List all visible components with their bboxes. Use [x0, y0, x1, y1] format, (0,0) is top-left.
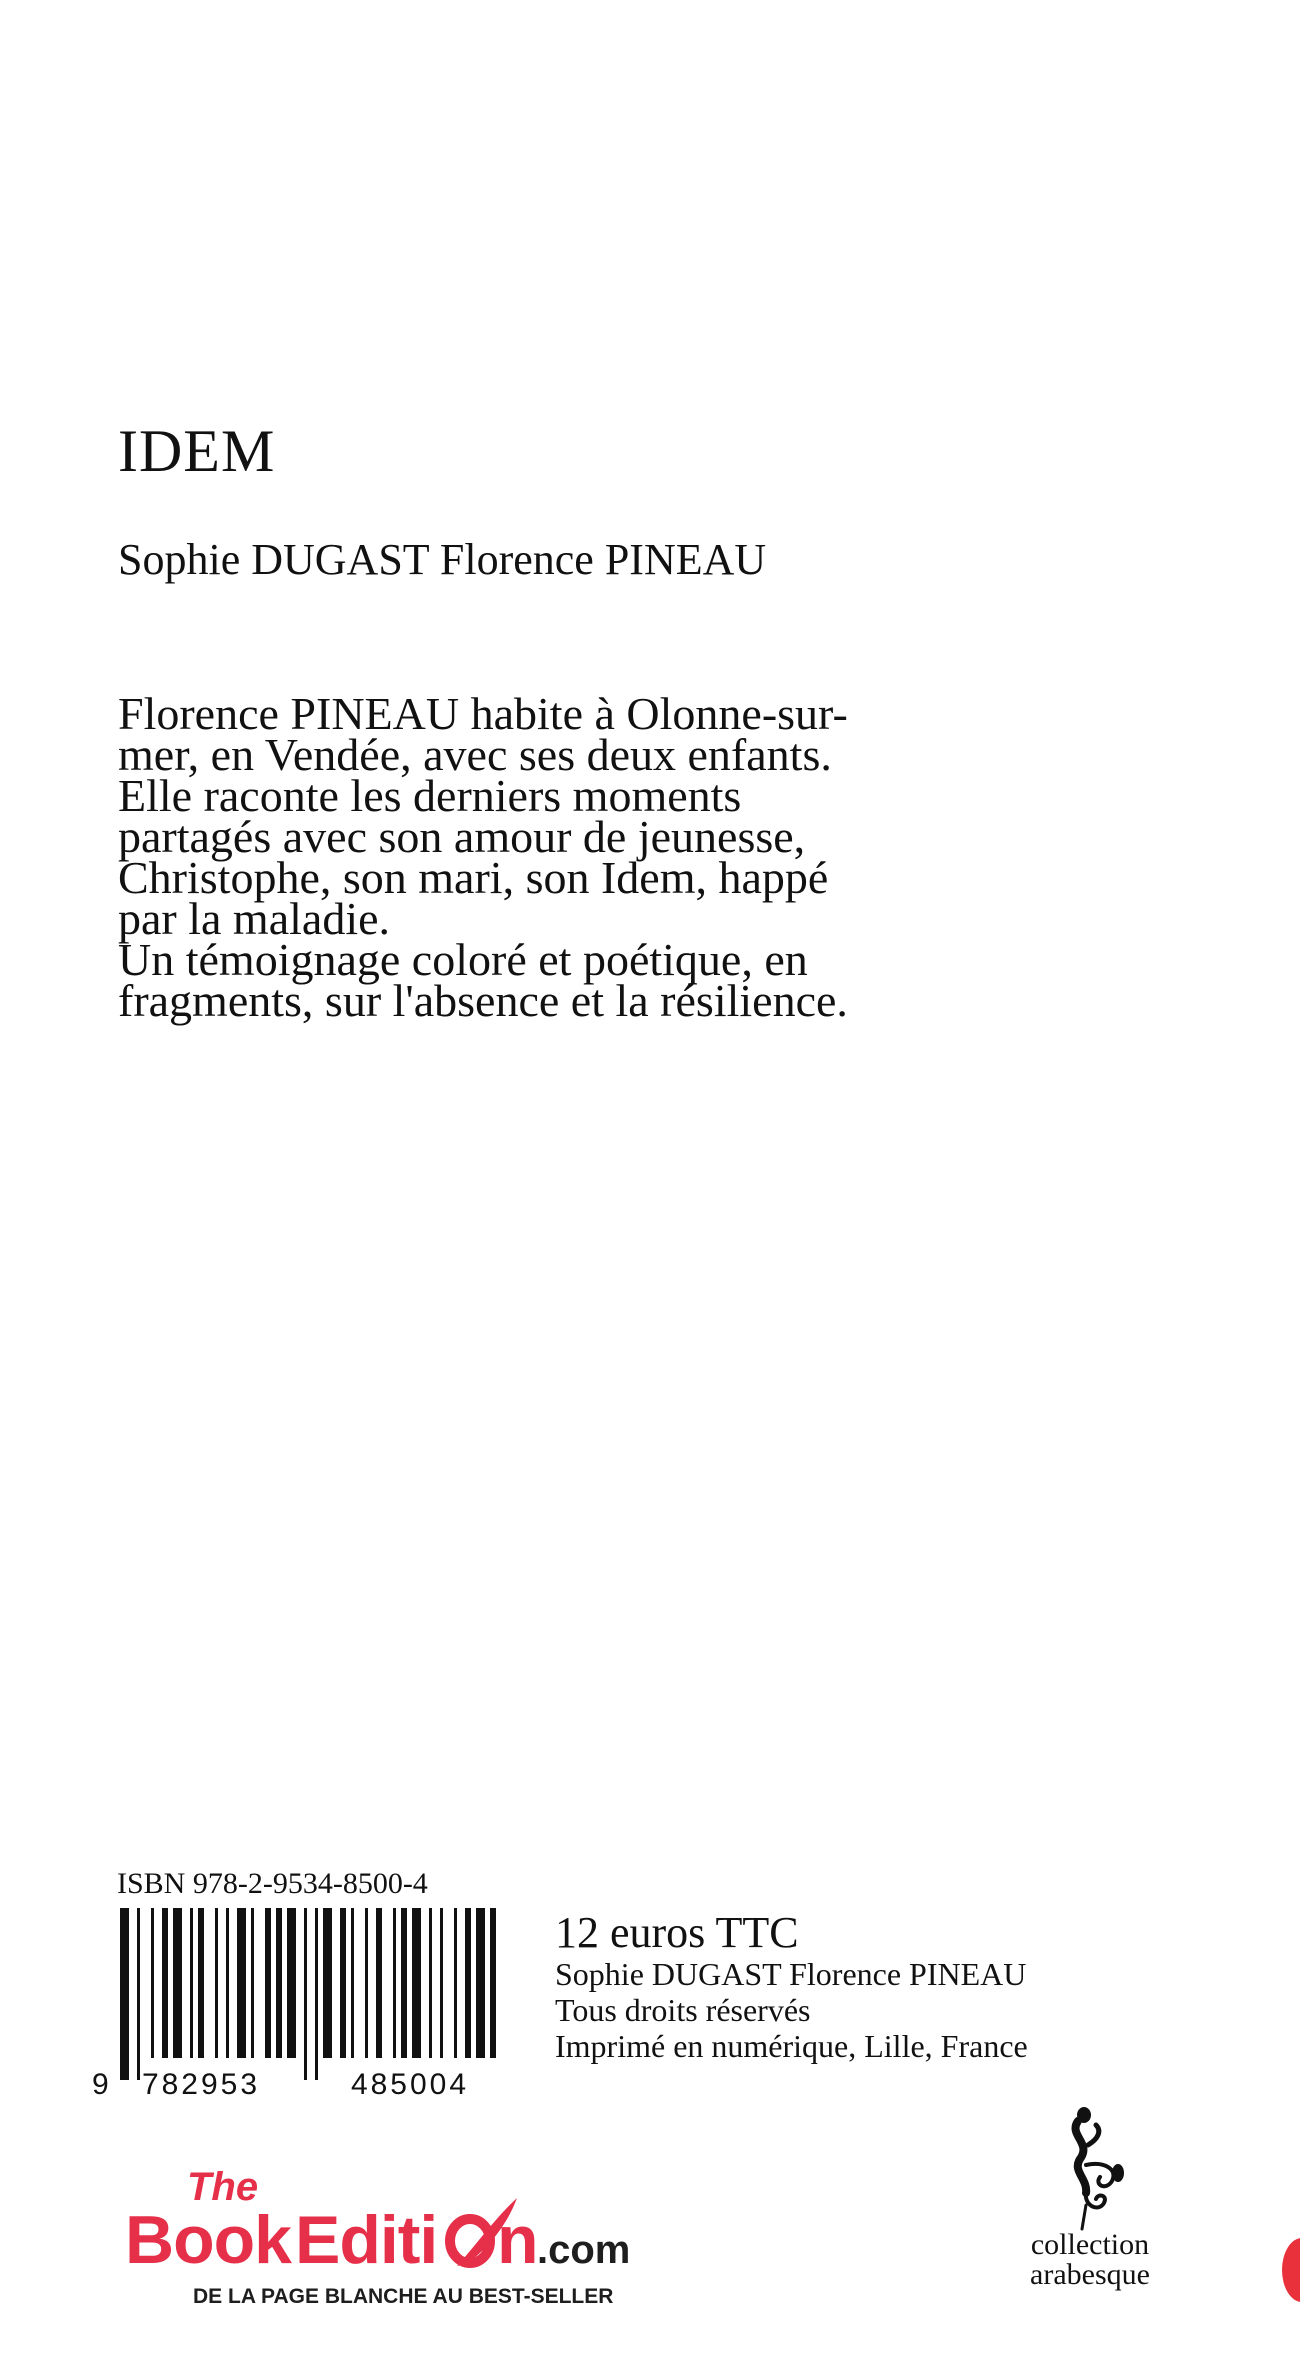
logo-the: The — [187, 2165, 259, 2209]
collection-label — [1010, 2230, 1170, 2290]
blurb-line: Florence PINEAU habite à Olonne-sur- — [118, 688, 848, 739]
barcode-bar — [137, 1908, 140, 2080]
blurb-line: Un témoignage coloré et poétique, en — [118, 934, 808, 985]
collection-line2: arabesque — [1030, 2258, 1150, 2291]
barcode-bar — [226, 1908, 229, 2058]
book-authors: Sophie DUGAST Florence PINEAU — [118, 535, 767, 584]
imprint-printed: Imprimé en numérique, Lille, France — [555, 2028, 1028, 2064]
barcode-bar — [276, 1908, 282, 2058]
barcode-bar — [265, 1908, 271, 2058]
barcode-digits-left: 782953 — [141, 2068, 261, 2098]
imprint-authors: Sophie DUGAST Florence PINEAU — [555, 1956, 1027, 1992]
imprint-rights: Tous droits réservés — [555, 1992, 811, 2028]
book-blurb — [118, 688, 978, 1026]
blurb-line: par la maladie. — [118, 893, 391, 944]
logo-tagline: DE LA PAGE BLANCHE AU BEST-SELLER — [193, 2285, 614, 2308]
barcode-bar — [162, 1908, 168, 2058]
logo-com: .com — [537, 2228, 631, 2272]
barcode-bar — [237, 1908, 246, 2058]
barcode-bar — [315, 1908, 318, 2080]
price: 12 euros TTC — [555, 1908, 799, 1957]
barcode-bar — [190, 1908, 193, 2058]
barcode-bar — [376, 1908, 382, 2058]
barcode-bar — [287, 1908, 296, 2058]
barcode-bar — [401, 1908, 407, 2058]
barcode — [80, 1908, 500, 2098]
collection-line1: collection — [1030, 2228, 1150, 2261]
barcode-bar — [198, 1908, 204, 2058]
barcode-bar — [490, 1908, 496, 2058]
barcode-bar — [304, 1908, 307, 2080]
barcode-bar — [251, 1908, 254, 2058]
logo-edition: Editi — [295, 2202, 438, 2278]
barcode-bar — [440, 1908, 443, 2058]
blurb-line: mer, en Vendée, avec ses deux enfants. — [118, 729, 832, 780]
barcode-bars — [120, 1908, 496, 2080]
barcode-bar — [465, 1908, 471, 2058]
barcode-bar — [120, 1908, 129, 2080]
barcode-bar — [429, 1908, 432, 2058]
isbn-label: ISBN 978-2-9534-8500-4 — [117, 1867, 428, 1900]
barcode-bar — [351, 1908, 354, 2058]
barcode-digit-first: 9 — [92, 2068, 109, 2098]
barcode-bar — [323, 1908, 332, 2058]
book-title: IDEM — [118, 418, 276, 484]
logo-book: Book — [125, 2202, 291, 2278]
blurb-line: Elle raconte les derniers moments — [118, 770, 742, 821]
corner-accent-mark — [1282, 2238, 1300, 2302]
blurb-line: partagés avec son amour de jeunesse, — [118, 811, 806, 862]
blurb-line: Christophe, son mari, son Idem, happé — [118, 852, 829, 903]
barcode-bar — [476, 1908, 485, 2058]
barcode-digits-right: 485004 — [350, 2068, 470, 2098]
barcode-bar — [393, 1908, 396, 2058]
blurb-line: fragments, sur l'absence et la résilience. — [118, 975, 848, 1026]
barcode-bar — [365, 1908, 368, 2058]
logo-edition-end: n — [497, 2202, 539, 2278]
arabesque-emblem-icon — [1058, 2105, 1138, 2235]
barcode-bar — [151, 1908, 154, 2058]
barcode-bar — [215, 1908, 218, 2058]
bookedition-logo — [125, 2158, 715, 2308]
barcode-bar — [173, 1908, 182, 2058]
barcode-bar — [454, 1908, 457, 2058]
barcode-bar — [340, 1908, 346, 2058]
barcode-bar — [412, 1908, 421, 2058]
